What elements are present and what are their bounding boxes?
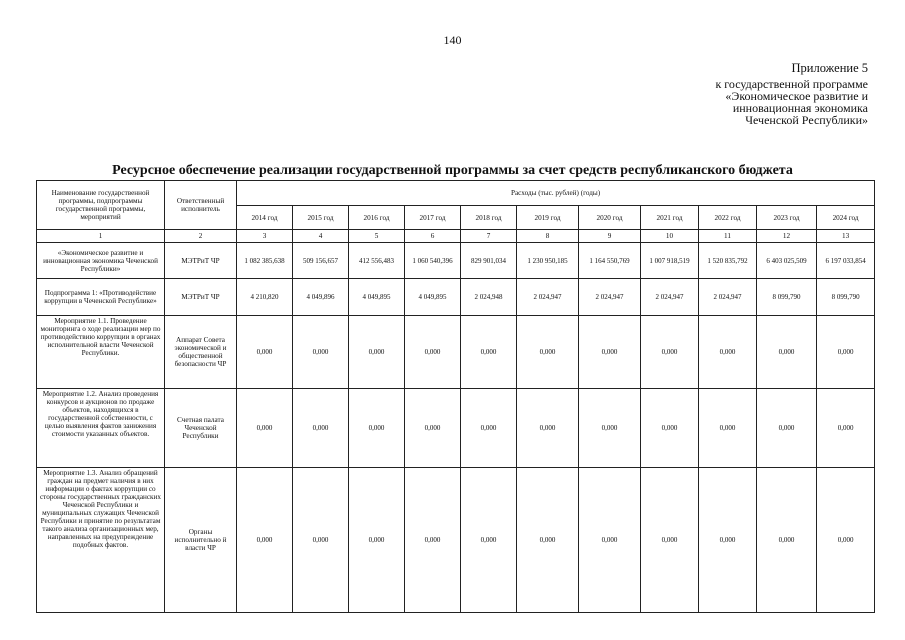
value-cell: 0,000: [293, 389, 349, 468]
value-cell: 0,000: [757, 316, 817, 389]
column-number: 5: [349, 230, 405, 243]
header-row: [37, 181, 875, 206]
column-number: 3: [237, 230, 293, 243]
row-executor: Органы исполнительно й власти ЧР: [165, 468, 237, 613]
row-name: Мероприятие 1.2. Анализ проведения конкурсов и аукционов по продаже объектов, находящихся в государственной собственности, с целью выявления фактов занижения стоимости указанных объектов.: [37, 389, 165, 468]
measure-row: [37, 389, 875, 468]
value-cell: 0,000: [237, 316, 293, 389]
value-cell: 6 197 033,854: [817, 243, 875, 279]
value-cell: 0,000: [699, 468, 757, 613]
value-cell: 2 024,948: [461, 279, 517, 316]
column-number: 8: [517, 230, 579, 243]
row-executor: Аппарат Совета экономической и общественной безопасности ЧР: [165, 316, 237, 389]
value-cell: 2 024,947: [699, 279, 757, 316]
value-cell: 8 099,790: [757, 279, 817, 316]
value-cell: 1 060 540,396: [405, 243, 461, 279]
header-name-cell: Наименование государственной программы, подпрограммы государственной программы, мероприятий: [37, 181, 165, 230]
value-cell: 4 049,895: [349, 279, 405, 316]
value-cell: 0,000: [237, 389, 293, 468]
column-number: 1: [37, 230, 165, 243]
budget-table: [36, 180, 875, 613]
value-cell: 2 024,947: [579, 279, 641, 316]
value-cell: 1 520 835,792: [699, 243, 757, 279]
column-number: 9: [579, 230, 641, 243]
value-cell: 0,000: [817, 389, 875, 468]
column-number: 10: [641, 230, 699, 243]
value-cell: 0,000: [349, 389, 405, 468]
value-cell: 0,000: [349, 468, 405, 613]
program-row: [37, 243, 875, 279]
column-number: 13: [817, 230, 875, 243]
year-header: 2020 год: [579, 206, 641, 230]
year-header: 2024 год: [817, 206, 875, 230]
value-cell: 0,000: [405, 389, 461, 468]
value-cell: 4 210,820: [237, 279, 293, 316]
column-number: 2: [165, 230, 237, 243]
value-cell: 0,000: [579, 316, 641, 389]
value-cell: 0,000: [817, 316, 875, 389]
value-cell: 1 082 385,638: [237, 243, 293, 279]
row-name: Подпрограмма 1: «Противодействие коррупции в Чеченской Республике»: [37, 279, 165, 316]
page-number: 140: [443, 33, 462, 47]
appendix-line: Чеченской Республики»: [745, 113, 868, 127]
year-header: 2016 год: [349, 206, 405, 230]
value-cell: 1 230 950,185: [517, 243, 579, 279]
value-cell: 0,000: [641, 468, 699, 613]
value-cell: 0,000: [517, 468, 579, 613]
year-header: 2022 год: [699, 206, 757, 230]
row-name: «Экономическое развитие и инновационная экономика Чеченской Республики»: [37, 243, 165, 279]
value-cell: 0,000: [817, 468, 875, 613]
header-expenses-cell: Расходы (тыс. рублей) (годы): [237, 181, 875, 206]
appendix-line: к государственной программе: [715, 77, 868, 91]
value-cell: 0,000: [757, 389, 817, 468]
value-cell: 0,000: [517, 316, 579, 389]
year-header: 2021 год: [641, 206, 699, 230]
value-cell: 0,000: [293, 316, 349, 389]
value-cell: 0,000: [579, 389, 641, 468]
value-cell: 4 049,896: [293, 279, 349, 316]
row-name: Мероприятие 1.1. Проведение мониторинга о ходе реализации мер по противодействию коррупции в органах исполнительной власти Чеченской Республики.: [37, 316, 165, 389]
column-number: 12: [757, 230, 817, 243]
document-title: Ресурсное обеспечение реализации государственной программы за счет средств республиканского бюджета: [112, 163, 793, 178]
value-cell: 412 556,483: [349, 243, 405, 279]
value-cell: 0,000: [641, 316, 699, 389]
appendix-title: Приложение 5: [791, 61, 868, 75]
value-cell: 509 156,657: [293, 243, 349, 279]
value-cell: 829 901,034: [461, 243, 517, 279]
value-cell: 2 024,947: [641, 279, 699, 316]
value-cell: 0,000: [461, 468, 517, 613]
value-cell: 4 049,895: [405, 279, 461, 316]
column-number-row: [37, 230, 875, 243]
header-executor-cell: Ответственный исполнитель: [165, 181, 237, 230]
row-executor: МЭТРиТ ЧР: [165, 279, 237, 316]
column-number: 4: [293, 230, 349, 243]
year-header: 2015 год: [293, 206, 349, 230]
value-cell: 2 024,947: [517, 279, 579, 316]
value-cell: 0,000: [405, 468, 461, 613]
value-cell: 6 403 025,509: [757, 243, 817, 279]
value-cell: 0,000: [517, 389, 579, 468]
appendix-line: «Экономическое развитие и: [725, 89, 868, 103]
subprogram-row: [37, 279, 875, 316]
value-cell: 8 099,790: [817, 279, 875, 316]
value-cell: 0,000: [349, 316, 405, 389]
year-header: 2018 год: [461, 206, 517, 230]
column-number: 6: [405, 230, 461, 243]
measure-row: [37, 316, 875, 389]
measure-row: [37, 468, 875, 613]
value-cell: 0,000: [699, 316, 757, 389]
appendix-line: инновационная экономика: [732, 101, 868, 115]
column-number: 7: [461, 230, 517, 243]
row-executor: МЭТРиТ ЧР: [165, 243, 237, 279]
year-header: 2017 год: [405, 206, 461, 230]
value-cell: 0,000: [461, 389, 517, 468]
column-number: 11: [699, 230, 757, 243]
year-header: 2014 год: [237, 206, 293, 230]
year-header: 2023 год: [757, 206, 817, 230]
appendix-block: [715, 62, 868, 126]
value-cell: 0,000: [293, 468, 349, 613]
value-cell: 1 007 918,519: [641, 243, 699, 279]
value-cell: 0,000: [237, 468, 293, 613]
year-header: 2019 год: [517, 206, 579, 230]
value-cell: 0,000: [405, 316, 461, 389]
value-cell: 0,000: [461, 316, 517, 389]
value-cell: 0,000: [699, 389, 757, 468]
row-name: Мероприятие 1.3. Анализ обращений граждан на предмет наличия в них информации о фактах коррупции со стороны государственных гражданских Чеченской Республики и муниципальных служащих Чеченской Республики и принятие по результатам такого анализа организационных мер, направленных на предупреждение подобных фактов.: [37, 468, 165, 613]
value-cell: 1 164 550,769: [579, 243, 641, 279]
row-executor: Счетная палата Чеченской Республики: [165, 389, 237, 468]
value-cell: 0,000: [579, 468, 641, 613]
value-cell: 0,000: [757, 468, 817, 613]
value-cell: 0,000: [641, 389, 699, 468]
